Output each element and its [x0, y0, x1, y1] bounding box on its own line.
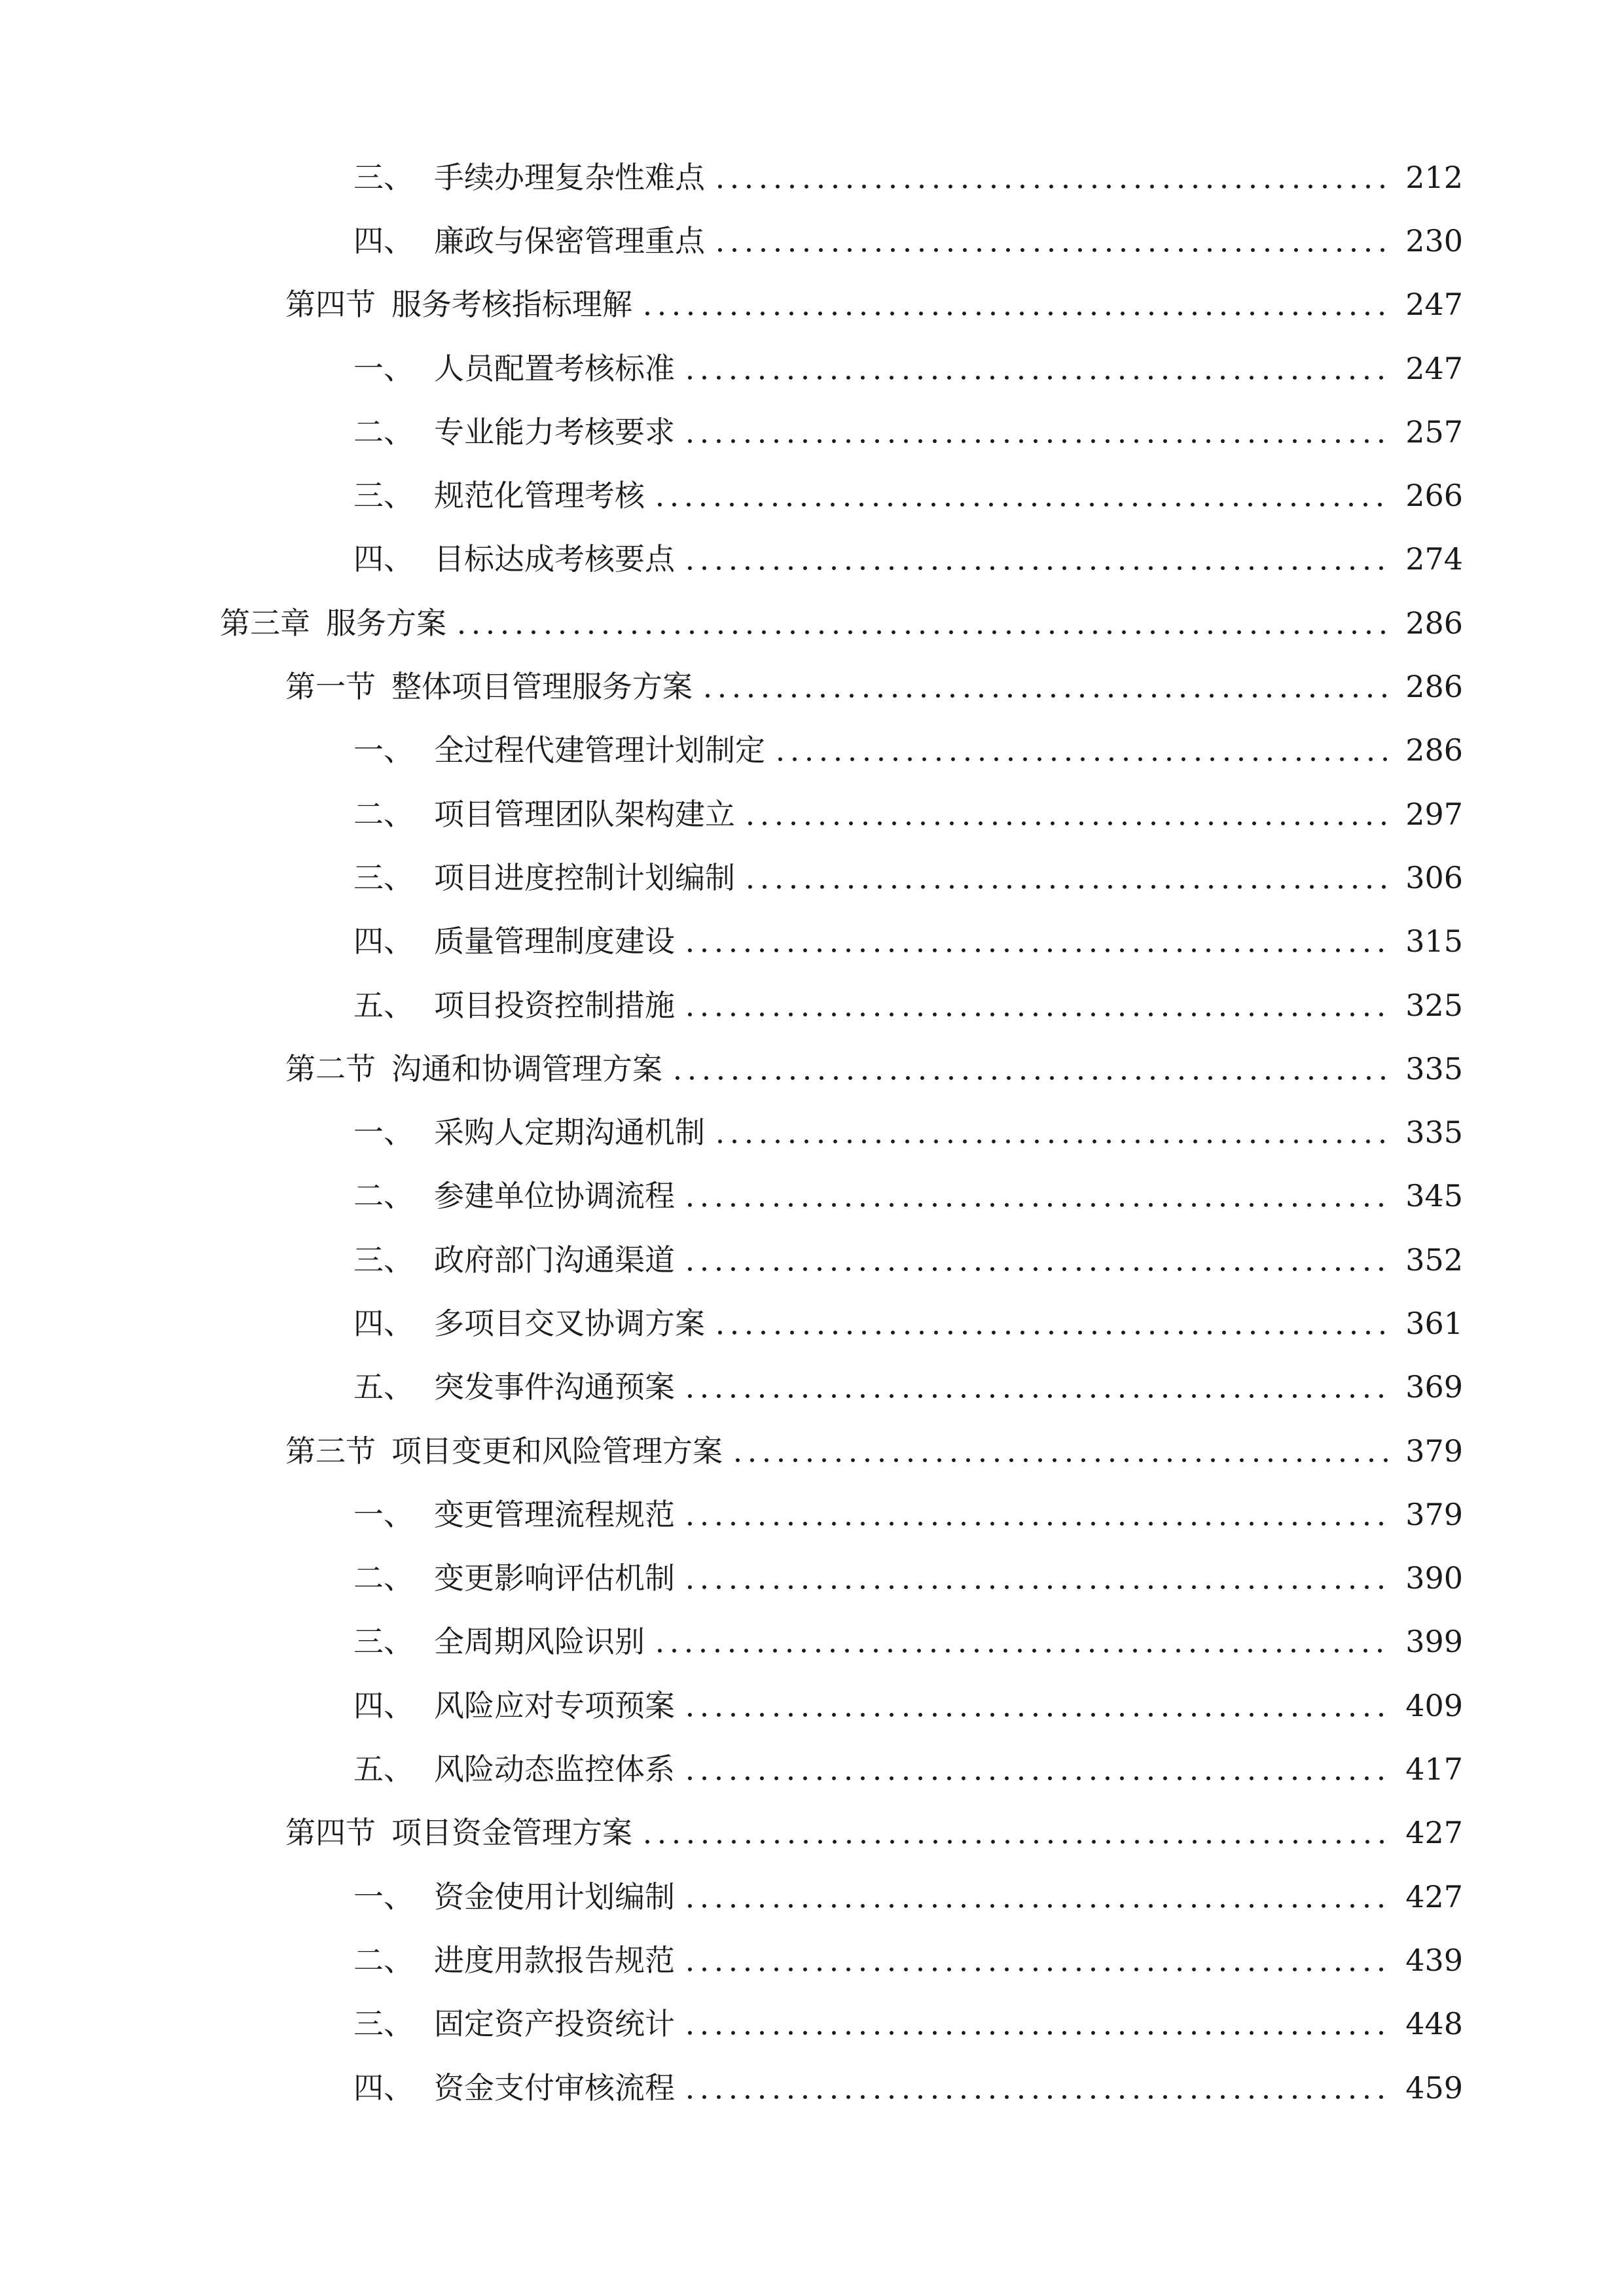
toc-entry-number: 第一节 — [285, 669, 376, 705]
toc-entry-title: 专业能力考核要求 — [434, 414, 675, 450]
dot-leader — [743, 799, 1390, 829]
toc-entry-label — [353, 1496, 675, 1532]
toc-subsection-entry[interactable] — [0, 782, 1624, 846]
toc-entry-number: 三、 — [353, 859, 414, 895]
toc-entry-label — [353, 2006, 675, 2042]
toc-entry-title: 全周期风险识别 — [434, 1624, 645, 1660]
toc-entry-page-number: 315 — [1405, 924, 1463, 960]
toc-entry-label — [353, 1942, 675, 1978]
toc-entry-title: 风险应对专项预案 — [434, 1687, 675, 1723]
toc-entry-title: 项目管理团队架构建立 — [434, 796, 735, 832]
toc-entry-title: 风险动态监控体系 — [434, 1751, 675, 1787]
toc-entry-title: 项目变更和风险管理方案 — [391, 1433, 723, 1469]
dot-leader — [713, 226, 1390, 256]
toc-subsection-entry[interactable] — [0, 209, 1624, 272]
dot-leader — [683, 1181, 1390, 1211]
toc-entry-number: 一、 — [353, 1115, 414, 1151]
toc-entry-title: 变更管理流程规范 — [434, 1496, 675, 1532]
toc-subsection-entry[interactable] — [0, 1482, 1624, 1546]
toc-entry-label — [353, 414, 675, 450]
dot-leader — [454, 608, 1390, 638]
dot-leader — [683, 926, 1390, 956]
dot-leader — [653, 1626, 1390, 1657]
toc-subsection-entry[interactable] — [0, 1674, 1624, 1737]
toc-entry-title: 沟通和协调管理方案 — [391, 1050, 662, 1086]
toc-entry-label — [353, 1687, 675, 1723]
dot-leader — [683, 1563, 1390, 1593]
dot-leader — [640, 289, 1390, 319]
toc-subsection-entry[interactable] — [0, 1610, 1624, 1674]
toc-entry-number: 二、 — [353, 796, 414, 832]
dot-leader — [683, 417, 1390, 447]
toc-entry-page-number: 345 — [1405, 1178, 1463, 1214]
toc-subsection-entry[interactable] — [0, 910, 1624, 973]
toc-entry-label — [285, 287, 632, 323]
toc-entry-number: 二、 — [353, 414, 414, 450]
toc-entry-number: 第三节 — [285, 1433, 376, 1469]
toc-entry-label — [353, 1369, 675, 1405]
dot-leader — [713, 1117, 1390, 1147]
toc-entry-page-number: 427 — [1405, 1878, 1463, 1914]
toc-entry-number: 第二节 — [285, 1050, 376, 1086]
toc-entry-label — [353, 796, 735, 832]
toc-entry-title: 政府部门沟通渠道 — [434, 1242, 675, 1278]
dot-leader — [683, 1245, 1390, 1275]
toc-entry-label — [353, 924, 675, 960]
toc-section-entry[interactable] — [0, 1801, 1624, 1865]
toc-entry-title: 突发事件沟通预案 — [434, 1369, 675, 1405]
toc-entry-page-number: 417 — [1405, 1751, 1463, 1787]
toc-subsection-entry[interactable] — [0, 1100, 1624, 1164]
table-of-contents — [0, 145, 1624, 2119]
dot-leader — [713, 1308, 1390, 1338]
dot-leader — [683, 2009, 1390, 2039]
toc-entry-page-number: 409 — [1405, 1687, 1463, 1723]
toc-entry-number: 一、 — [353, 732, 414, 768]
toc-entry-title: 多项目交叉协调方案 — [434, 1305, 705, 1341]
toc-entry-label — [285, 669, 693, 705]
toc-entry-number: 一、 — [353, 1878, 414, 1914]
toc-entry-title: 变更影响评估机制 — [434, 1560, 675, 1596]
dot-leader — [683, 353, 1390, 384]
toc-entry-title: 手续办理复杂性难点 — [434, 159, 705, 195]
dot-leader — [683, 1945, 1390, 1975]
toc-entry-page-number: 297 — [1405, 796, 1463, 832]
toc-subsection-entry[interactable] — [0, 528, 1624, 591]
dot-leader — [653, 480, 1390, 511]
toc-entry-label — [353, 478, 645, 514]
toc-section-entry[interactable] — [0, 1419, 1624, 1482]
toc-entry-page-number: 369 — [1405, 1369, 1463, 1405]
toc-entry-number: 四、 — [353, 1305, 414, 1341]
toc-entry-number: 四、 — [353, 223, 414, 259]
toc-entry-page-number: 212 — [1405, 159, 1463, 195]
toc-entry-page-number: 257 — [1405, 414, 1463, 450]
dot-leader — [670, 1054, 1390, 1084]
toc-entry-page-number: 427 — [1405, 1815, 1463, 1851]
toc-entry-page-number: 274 — [1405, 541, 1463, 577]
toc-entry-number: 三、 — [353, 159, 414, 195]
toc-entry-label — [220, 605, 446, 641]
toc-subsection-entry[interactable] — [0, 1291, 1624, 1355]
toc-entry-title: 全过程代建管理计划制定 — [434, 732, 765, 768]
toc-entry-title: 项目资金管理方案 — [391, 1815, 632, 1851]
toc-entry-number: 一、 — [353, 1496, 414, 1532]
toc-entry-label — [353, 1305, 705, 1341]
toc-entry-label — [353, 159, 705, 195]
toc-subsection-entry[interactable] — [0, 336, 1624, 400]
toc-entry-title: 目标达成考核要点 — [434, 541, 675, 577]
toc-entry-page-number: 335 — [1405, 1050, 1463, 1086]
toc-entry-title: 项目投资控制措施 — [434, 987, 675, 1023]
toc-entry-page-number: 335 — [1405, 1115, 1463, 1151]
toc-entry-title: 规范化管理考核 — [434, 478, 645, 514]
toc-entry-title: 采购人定期沟通机制 — [434, 1115, 705, 1151]
toc-entry-title: 廉政与保密管理重点 — [434, 223, 705, 259]
toc-entry-number: 三、 — [353, 1242, 414, 1278]
dot-leader — [683, 1372, 1390, 1402]
dot-leader — [683, 990, 1390, 1020]
toc-subsection-entry[interactable] — [0, 1355, 1624, 1419]
toc-entry-number: 五、 — [353, 987, 414, 1023]
toc-entry-number: 四、 — [353, 924, 414, 960]
toc-entry-title: 整体项目管理服务方案 — [391, 669, 693, 705]
toc-entry-number: 四、 — [353, 1687, 414, 1723]
dot-leader — [773, 735, 1390, 765]
toc-entry-page-number: 247 — [1405, 350, 1463, 386]
toc-entry-page-number: 379 — [1405, 1433, 1463, 1469]
toc-entry-number: 四、 — [353, 541, 414, 577]
toc-entry-page-number: 361 — [1405, 1305, 1463, 1341]
toc-entry-page-number: 286 — [1405, 605, 1463, 641]
toc-subsection-entry[interactable] — [0, 1228, 1624, 1291]
toc-entry-label — [353, 350, 675, 386]
toc-subsection-entry[interactable] — [0, 1164, 1624, 1228]
toc-entry-label — [285, 1433, 723, 1469]
toc-entry-page-number: 286 — [1405, 732, 1463, 768]
toc-entry-title: 资金使用计划编制 — [434, 1878, 675, 1914]
dot-leader — [700, 672, 1390, 702]
toc-entry-label — [353, 1751, 675, 1787]
toc-subsection-entry[interactable] — [0, 2056, 1624, 2119]
dot-leader — [731, 1436, 1390, 1466]
toc-entry-page-number: 448 — [1405, 2006, 1463, 2042]
toc-entry-number: 二、 — [353, 1560, 414, 1596]
toc-entry-number: 第三章 — [220, 605, 310, 641]
toc-entry-label — [353, 1115, 705, 1151]
toc-entry-page-number: 247 — [1405, 287, 1463, 323]
toc-subsection-entry[interactable] — [0, 846, 1624, 909]
toc-entry-page-number: 230 — [1405, 223, 1463, 259]
toc-entry-label — [353, 987, 675, 1023]
dot-leader — [683, 1754, 1390, 1784]
toc-entry-number: 三、 — [353, 2006, 414, 2042]
toc-entry-label — [285, 1050, 662, 1086]
toc-entry-label — [285, 1815, 632, 1851]
toc-entry-label — [353, 541, 675, 577]
toc-entry-title: 参建单位协调流程 — [434, 1178, 675, 1214]
toc-entry-label — [353, 1624, 645, 1660]
toc-subsection-entry[interactable] — [0, 1865, 1624, 1928]
toc-entry-label — [353, 2070, 675, 2106]
toc-entry-label — [353, 223, 705, 259]
dot-leader — [683, 544, 1390, 574]
toc-entry-number: 一、 — [353, 350, 414, 386]
toc-entry-page-number: 266 — [1405, 478, 1463, 514]
toc-entry-title: 服务考核指标理解 — [391, 287, 632, 323]
toc-entry-number: 二、 — [353, 1942, 414, 1978]
toc-entry-title: 质量管理制度建设 — [434, 924, 675, 960]
toc-entry-page-number: 399 — [1405, 1624, 1463, 1660]
toc-entry-page-number: 286 — [1405, 669, 1463, 705]
toc-entry-number: 第四节 — [285, 1815, 376, 1851]
toc-entry-title: 资金支付审核流程 — [434, 2070, 675, 2106]
toc-section-entry[interactable] — [0, 1037, 1624, 1100]
toc-entry-title: 进度用款报告规范 — [434, 1942, 675, 1978]
toc-section-entry[interactable] — [0, 273, 1624, 336]
toc-subsection-entry[interactable] — [0, 1737, 1624, 1801]
dot-leader — [683, 1691, 1390, 1721]
dot-leader — [683, 1499, 1390, 1530]
toc-entry-number: 四、 — [353, 2070, 414, 2106]
toc-entry-label — [353, 859, 735, 895]
toc-subsection-entry[interactable] — [0, 145, 1624, 209]
toc-subsection-entry[interactable] — [0, 1928, 1624, 1992]
toc-entry-title: 项目进度控制计划编制 — [434, 859, 735, 895]
toc-entry-title: 人员配置考核标准 — [434, 350, 675, 386]
toc-subsection-entry[interactable] — [0, 463, 1624, 527]
toc-entry-page-number: 306 — [1405, 859, 1463, 895]
toc-entry-title: 服务方案 — [326, 605, 446, 641]
dot-leader — [713, 162, 1390, 192]
toc-entry-label — [353, 732, 765, 768]
toc-entry-page-number: 325 — [1405, 987, 1463, 1023]
toc-chapter-entry[interactable] — [0, 591, 1624, 655]
toc-entry-number: 三、 — [353, 478, 414, 514]
toc-entry-label — [353, 1878, 675, 1914]
toc-entry-label — [353, 1242, 675, 1278]
dot-leader — [743, 863, 1390, 893]
toc-entry-label — [353, 1560, 675, 1596]
toc-entry-number: 三、 — [353, 1624, 414, 1660]
toc-subsection-entry[interactable] — [0, 719, 1624, 782]
toc-subsection-entry[interactable] — [0, 1992, 1624, 2056]
toc-subsection-entry[interactable] — [0, 1547, 1624, 1610]
toc-entry-page-number: 352 — [1405, 1242, 1463, 1278]
toc-entry-title: 固定资产投资统计 — [434, 2006, 675, 2042]
toc-entry-number: 五、 — [353, 1751, 414, 1787]
toc-subsection-entry[interactable] — [0, 973, 1624, 1037]
toc-entry-label — [353, 1178, 675, 1214]
toc-entry-page-number: 379 — [1405, 1496, 1463, 1532]
dot-leader — [640, 1818, 1390, 1848]
toc-entry-number: 五、 — [353, 1369, 414, 1405]
toc-entry-number: 第四节 — [285, 287, 376, 323]
toc-subsection-entry[interactable] — [0, 400, 1624, 463]
dot-leader — [683, 1882, 1390, 1912]
toc-entry-page-number: 390 — [1405, 1560, 1463, 1596]
toc-entry-number: 二、 — [353, 1178, 414, 1214]
toc-entry-page-number: 439 — [1405, 1942, 1463, 1978]
toc-entry-page-number: 459 — [1405, 2070, 1463, 2106]
dot-leader — [683, 2073, 1390, 2103]
toc-section-entry[interactable] — [0, 655, 1624, 718]
